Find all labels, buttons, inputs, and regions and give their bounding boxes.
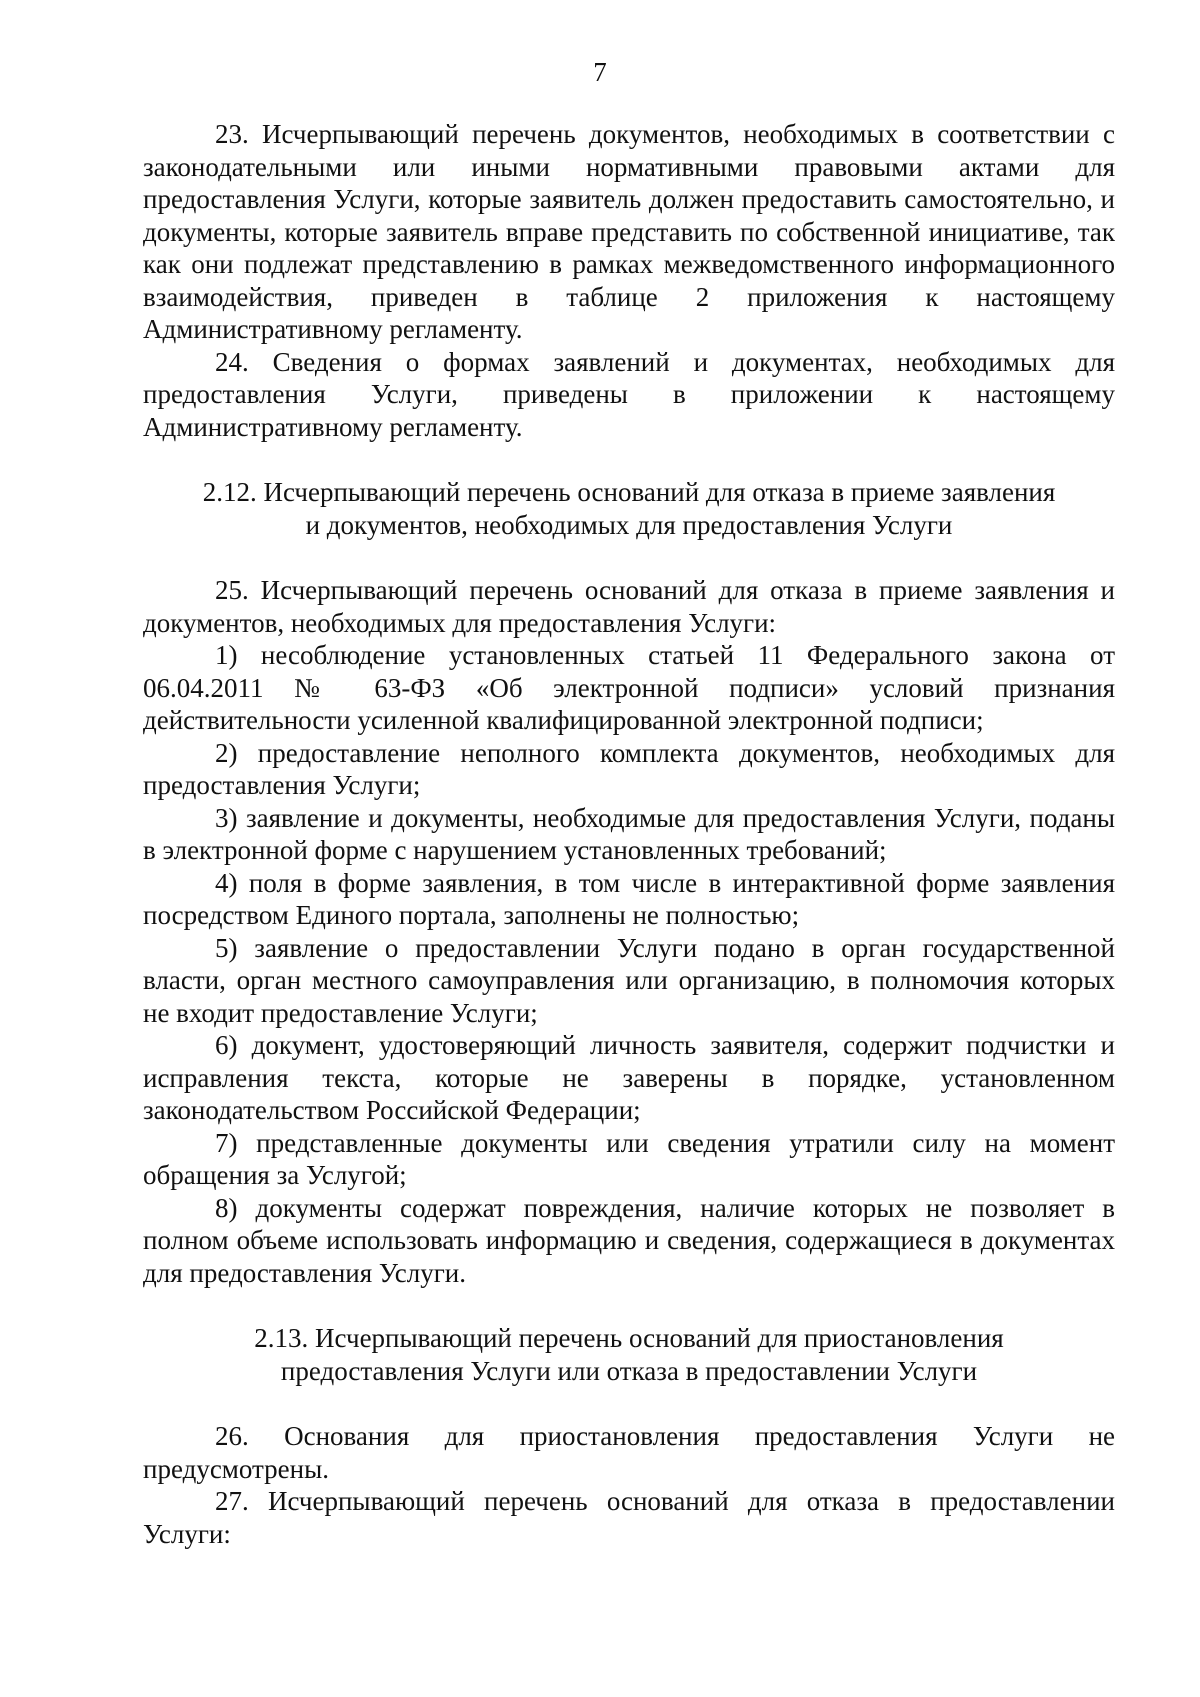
section-heading-2-13-line-1: 2.13. Исчерпывающий перечень оснований для приостановления <box>254 1323 1004 1353</box>
paragraph-23: 23. Исчерпывающий перечень документов, необходимых в соответствии с законодательными или иными нормативными правовыми актами для предоставления Услуги, которые заявитель должен предоставить самостоятельно, и документы, которые заявитель вправе представить по собственной инициативе, так как они подлежат представлению в рамках межведомственного информационного взаимодействия, приведен в таблице 2 приложения к настоящему Административному регламенту. <box>143 119 1115 344</box>
section-heading-2-13 <box>143 1322 1115 1387</box>
paragraph-25-item-3: 3) заявление и документы, необходимые для предоставления Услуги, поданы в электронной форме с нарушением установленных требований; <box>143 802 1115 865</box>
section-heading-2-12-line-2: и документов, необходимых для предоставления Услуги <box>305 509 953 540</box>
paragraph-27: 27. Исчерпывающий перечень оснований для отказа в предоставлении Услуги: <box>143 1486 1115 1549</box>
document-body <box>143 118 1115 1550</box>
section-heading-2-13-line-2: предоставления Услуги или отказа в предоставлении Услуги <box>280 1355 978 1386</box>
paragraph-25-item-8: 8) документы содержат повреждения, наличие которых не позволяет в полном объеме использовать информацию и сведения, содержащиеся в документах для предоставления Услуги. <box>143 1192 1115 1288</box>
section-heading-2-12-line-1: 2.12. Исчерпывающий перечень оснований для отказа в приеме заявления <box>202 477 1056 507</box>
paragraph-26: 26. Основания для приостановления предоставления Услуги не предусмотрены. <box>143 1421 1115 1484</box>
paragraph-24: 24. Сведения о формах заявлений и документах, необходимых для предоставления Услуги, приведены в приложении к настоящему Административному регламенту. <box>143 346 1115 442</box>
paragraph-25-item-4: 4) поля в форме заявления, в том числе в интерактивной форме заявления посредством Единого портала, заполнены не полностью; <box>143 867 1115 930</box>
paragraph-25-item-5: 5) заявление о предоставлении Услуги подано в орган государственной власти, орган местного самоуправления или организацию, в полномочия которых не входит предоставление Услуги; <box>143 932 1115 1028</box>
section-heading-2-12 <box>143 476 1115 541</box>
page-number: 7 <box>593 57 607 87</box>
paragraph-25: 25. Исчерпывающий перечень оснований для отказа в приеме заявления и документов, необходимых для предоставления Услуги: <box>143 575 1115 638</box>
paragraph-25-item-2: 2) предоставление неполного комплекта документов, необходимых для предоставления Услуги; <box>143 737 1115 800</box>
paragraph-25-item-7: 7) представленные документы или сведения утратили силу на момент обращения за Услугой; <box>143 1127 1115 1190</box>
paragraph-25-item-6: 6) документ, удостоверяющий личность заявителя, содержит подчистки и исправления текста, которые не заверены в порядке, установленном законодательством Российской Федерации; <box>143 1030 1115 1125</box>
paragraph-25-item-1: 1) несоблюдение установленных статьей 11 Федерального закона от 06.04.2011 № 63-ФЗ «Об электронной подписи» условий признания действительности усиленной квалифицированной электронной подписи; <box>143 640 1115 735</box>
